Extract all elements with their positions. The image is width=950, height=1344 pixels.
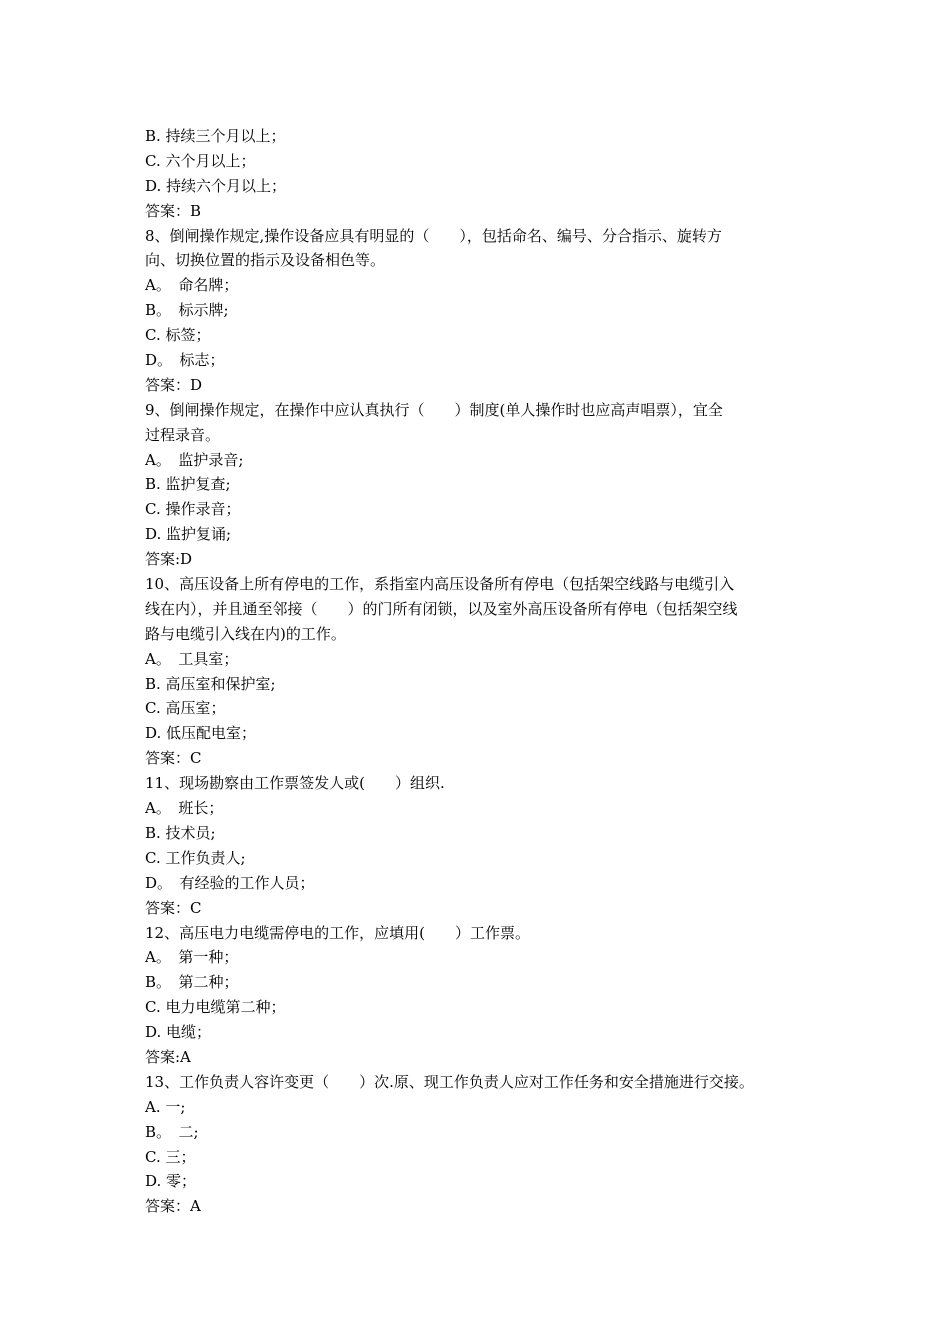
answer-line: 答案：D (145, 375, 203, 394)
option-line: A。 第一种； (145, 948, 239, 967)
question-line: 路与电缆引入线在内)的工作。 (145, 624, 346, 643)
option-line: A。 工具室； (145, 649, 239, 668)
option-line: B。 标示牌; (145, 301, 229, 320)
question-line: 线在内），并且通至邻接（ ）的门所有闭锁，以及室外高压设备所有停电（包括架空线 (145, 599, 738, 618)
option-line: D. 电缆； (145, 1023, 212, 1042)
option-line: D。 有经验的工作人员； (145, 873, 315, 892)
question-line: 11、现场勘察由工作票签发人或( ）组织. (145, 774, 445, 793)
answer-line: 答案：C (145, 898, 202, 917)
option-line: C. 标签； (145, 326, 211, 345)
answer-line: 答案：A (145, 1197, 201, 1216)
option-line: C. 三； (145, 1147, 196, 1166)
answer-line: 答案：C (145, 749, 202, 768)
option-line: A。 命名牌； (145, 276, 239, 295)
text-line: C. 六个月以上； (145, 151, 256, 170)
question-line: 过程录音。 (145, 425, 221, 444)
option-line: C. 电力电缆第二种； (145, 998, 286, 1017)
question-line: 12、高压电力电缆需停电的工作，应填用( ）工作票。 (145, 923, 530, 942)
answer-line: 答案:A (145, 1047, 191, 1066)
option-line: C. 操作录音； (145, 500, 241, 519)
option-line: B. 高压室和保护室; (145, 674, 276, 693)
question-line: 13、工作负责人容许变更（ ）次.原、现工作负责人应对工作任务和安全措施进行交接。 (145, 1072, 754, 1091)
option-line: B. 技术员; (145, 823, 216, 842)
option-line: C. 工作负责人; (145, 848, 246, 867)
answer-line: 答案:D (145, 550, 193, 569)
option-line: B. 监护复查; (145, 475, 231, 494)
text-line: B. 持续三个月以上； (145, 127, 286, 145)
question-line: 向、切换位置的指示及设备相色等。 (145, 251, 386, 270)
question-line: 10、高压设备上所有停电的工作，系指室内高压设备所有停电（包括架空线路与电缆引入 (145, 575, 735, 594)
option-line: D. 低压配电室； (145, 724, 257, 743)
option-line: A. 一; (145, 1097, 186, 1116)
option-line: D。 标志； (145, 351, 225, 370)
answer-line: 答案：B (145, 201, 202, 220)
option-line: C. 高压室； (145, 699, 226, 718)
option-line: D. 监护复诵; (145, 525, 232, 544)
document-page (145, 124, 815, 1219)
option-line: D. 零； (145, 1172, 197, 1191)
text-line: D. 持续六个月以上； (145, 176, 287, 195)
question-line: 9、倒闸操作规定，在操作中应认真执行（ ）制度(单人操作时也应高声唱票），宜全 (145, 400, 723, 419)
option-line: B。 二; (145, 1122, 199, 1141)
option-line: A。 班长； (145, 799, 224, 818)
question-line: 8、倒闸操作规定,操作设备应具有明显的（ ），包括命名、编号、分合指示、旋转方 (145, 226, 722, 245)
option-line: B。 第二种； (145, 973, 239, 992)
option-line: A。 监护录音; (145, 450, 244, 469)
